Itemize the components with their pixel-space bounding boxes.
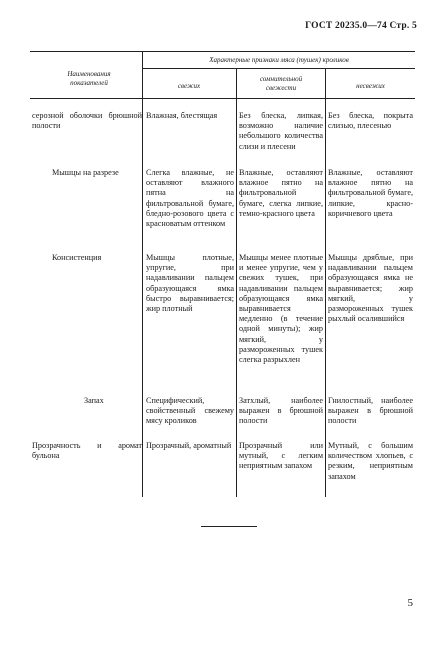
stale-cell: Без блеска, покрыта слизью, плесенью [328, 111, 413, 131]
doubtful-cell: Без блеска, липкая, возможно наличие небольшого количества слизи и плесени [239, 111, 323, 151]
indicator-cell: серозной оболочки брюшной полости [32, 111, 142, 131]
doubtful-column-header: сомнительной свежести [259, 75, 303, 92]
stale-cell: Влажные, оставляют влажное пятно на фильтровальной бумаге, липкие, красно-коричневого цвета [328, 168, 413, 218]
doubtful-cell: Затхлый, наиболее выражен в брюшной полости [239, 396, 323, 426]
doubtful-cell: Мышцы менее плотные и менее упругие, чем у свежих тушек, при надавливании пальцем образующаяся ямка выравнивается медленно (в течение одной минуты); жир мягкий, у размороженных тушек слегка разрыхлен [239, 253, 323, 365]
stale-cell: Мышцы дряблые, при надавливании пальцем образующаяся ямка не выравнивается; жир мягкий, у размороженных тушек рыхлый осалившийся [328, 253, 413, 324]
fresh-cell: Прозрачный, ароматный [146, 441, 232, 450]
page-number: 5 [407, 597, 413, 609]
fresh-cell: Мышцы плотные, упругие, при надавливании пальцем образующаяся ямка быстро выравнивается; жир плотный [146, 253, 234, 314]
indicator-cell: Запах [84, 396, 104, 405]
stale-column-header: несвежих [356, 82, 385, 90]
fresh-cell: Влажная, блестящая [146, 111, 218, 120]
gost-header: ГОСТ 20235.0—74 Стр. 5 [305, 21, 417, 31]
column-divider-2 [236, 68, 237, 497]
indicator-column-header: Наименования показателей [67, 70, 111, 87]
table-header-bottom-rule [30, 98, 415, 99]
doubtful-cell: Прозрачный или мутный, с легким неприятным запахом [239, 441, 323, 471]
end-rule [201, 526, 257, 527]
column-divider-3 [325, 68, 326, 497]
indicator-cell: Консистенция [52, 253, 102, 262]
indicator-cell: Мышцы на разрезе [52, 168, 119, 177]
fresh-cell: Слегка влажные, не оставляют влажного пятна на фильтровальной бумаге, бледно-розового цвета с красноватым оттенком [146, 168, 234, 229]
table-top-rule [30, 51, 415, 52]
indicator-cell: Прозрачность и аромат бульона [32, 441, 142, 461]
stale-cell: Гнилостный, наиболее выражен в брюшной полости [328, 396, 413, 426]
doubtful-cell: Влажные, оставляют влажное пятно на фильтровальной бумаге, слегка липкие, темно-красного цвета [239, 168, 323, 218]
column-divider-1 [142, 51, 143, 497]
fresh-column-header: свежих [177, 82, 201, 90]
group-header: Характерные признаки мяса (тушек) кроликов [209, 56, 349, 64]
stale-cell: Мутный, с большим количеством хлопьев, с резким, неприятным запахом [328, 441, 413, 481]
fresh-cell: Специфический, свойственный свежему мясу кроликов [146, 396, 234, 426]
group-header-rule [143, 68, 415, 69]
